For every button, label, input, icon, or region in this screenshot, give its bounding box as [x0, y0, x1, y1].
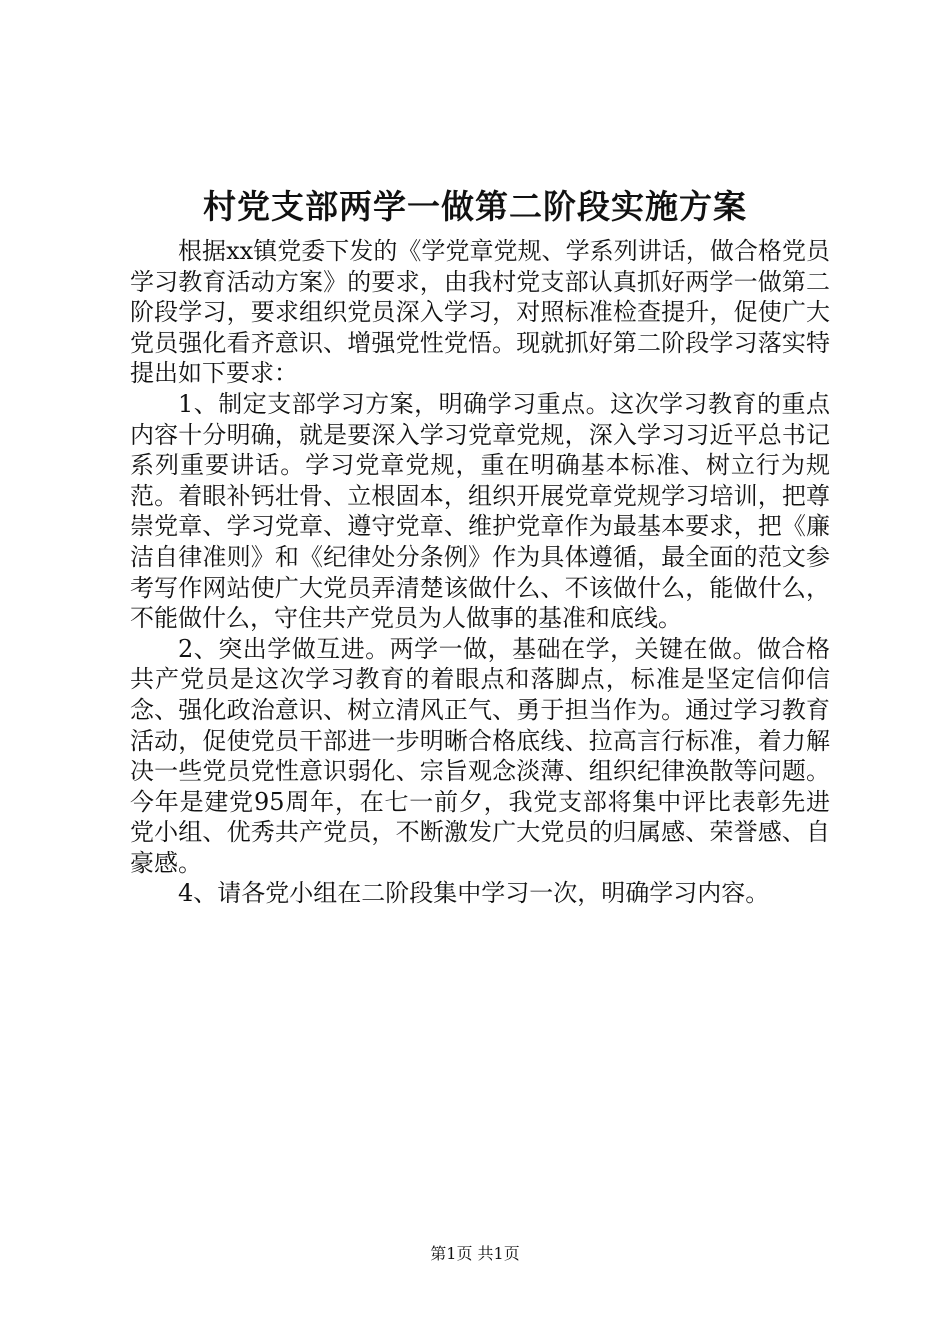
document-title: 村党支部两学一做第二阶段实施方案 [203, 187, 747, 226]
paragraph-item-1: 1、制定支部学习方案，明确学习重点。这次学习教育的重点内容十分明确，就是要深入学习党章党规，深入学习习近平总书记系列重要讲话。学习党章党规，重在明确基本标准、树立行为规范。着眼补钙壮骨、立根固本，组织开展党章党规学习培训，把尊崇党章、学习党章、遵守党章、维护党章作为最基本要求，把《廉洁自律准则》和《纪律处分条例》作为具体遵循，最全面的范文参考写作网站使广大党员弄清楚该做什么、不该做什么，能做什么，不能做什么，守住共产党员为人做事的基准和底线。 [130, 389, 830, 633]
page-number-footer: 第1页 共1页 [430, 1244, 520, 1263]
paragraph-item-4: 4、请各党小组在二阶段集中学习一次，明确学习内容。 [178, 879, 770, 908]
paragraph-item-2: 2、突出学做互进。两学一做，基础在学，关键在做。做合格共产党员是这次学习教育的着眼点和落脚点，标准是坚定信仰信念、强化政治意识、树立清风正气、勇于担当作为。通过学习教育活动，促使党员干部进一步明晰合格底线、拉高言行标准，着力解决一些党员党性意识弱化、宗旨观念淡薄、组织纪律涣散等问题。今年是建党95周年，在七一前夕，我党支部将集中评比表彰先进党小组、优秀共产党员，不断激发广大党员的归属感、荣誉感、自豪感。 [130, 634, 830, 877]
paragraph-intro: 根据xx镇党委下发的《学党章党规、学系列讲话，做合格党员学习教育活动方案》的要求，由我村党支部认真抓好两学一做第二阶段学习，要求组织党员深入学习，对照标准检查提升，促使广大党员强化看齐意识、增强党性党悟。现就抓好第二阶段学习落实特提出如下要求： [130, 237, 830, 388]
document-body [130, 236, 830, 909]
